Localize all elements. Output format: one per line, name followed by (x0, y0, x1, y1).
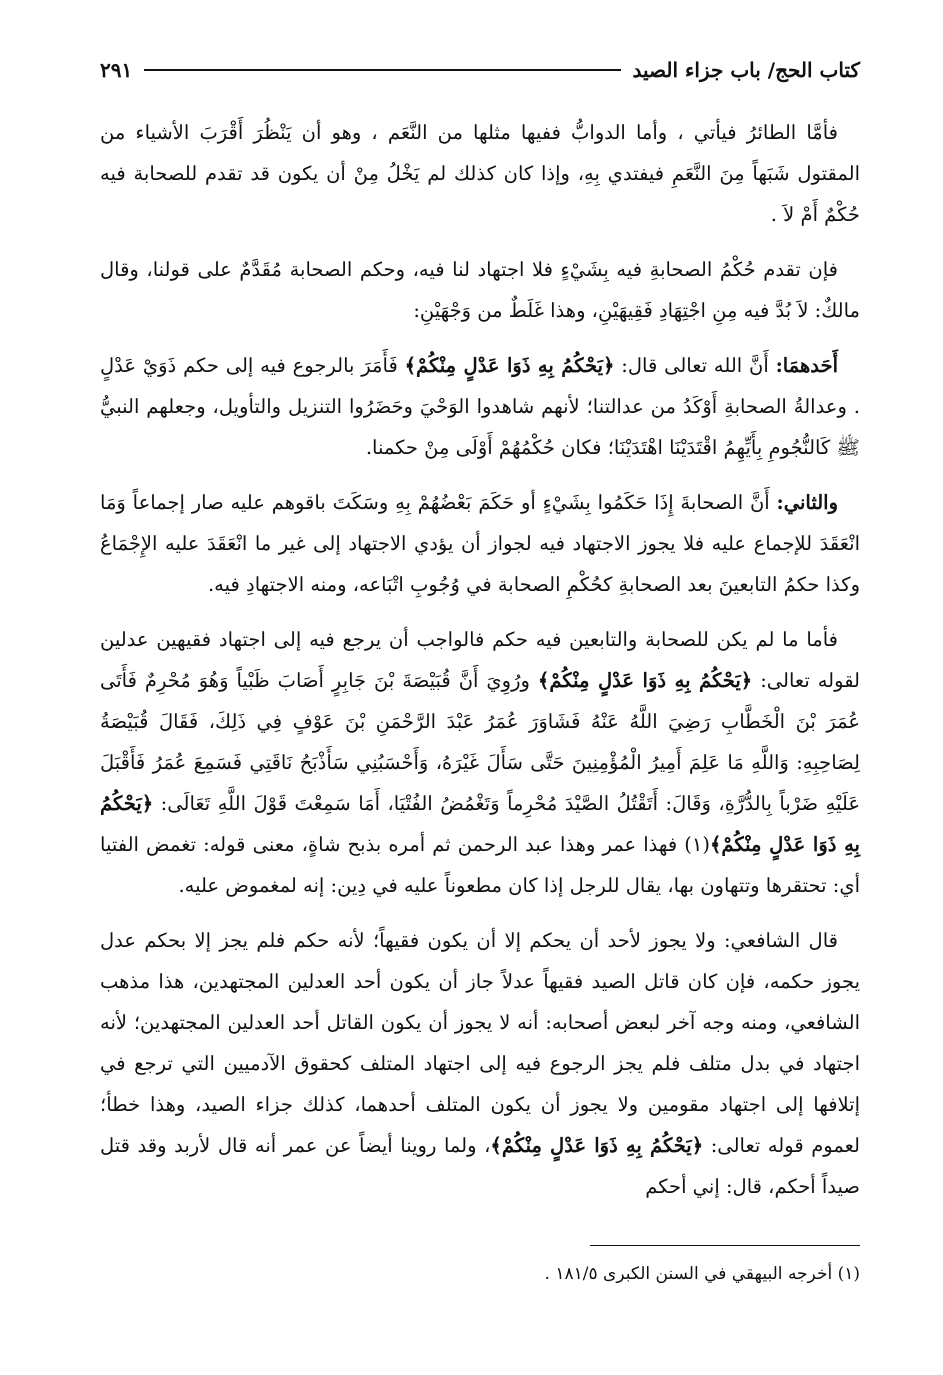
paragraph-3 (100, 345, 860, 468)
quran-quote: ﴿يَحْكُمُ بِهِ ذَوَا عَدْلٍ مِنْكُمْ﴾ (537, 669, 753, 692)
paragraph-text: أَنَّ الله تعالى قال: (614, 354, 769, 377)
quran-quote: ﴿يَحْكُمُ بِهِ ذَوَا عَدْلٍ مِنْكُمْ﴾ (100, 792, 860, 856)
paragraph-4 (100, 482, 860, 605)
chapter-title: كتاب الحج/ باب جزاء الصيد (632, 58, 860, 82)
paragraph-lead: أَحَدهمَا: (775, 354, 838, 377)
footnote-text: (١) أخرجه البيهقي في السنن الكبرى ١٨١/٥ . (544, 1264, 860, 1284)
paragraph-5 (100, 619, 860, 906)
paragraph-2 (100, 249, 860, 331)
paragraph-text: أَنَّ الصحابةَ إِذَا حَكَمُوا بِشَيْءٍ أو حَكَمَ بَعْضُهُمْ بِهِ وسَكَتَ باقوهم عليه صار إجماعاً وَمَا انْعَقَدَ للإجماع عليه فلا يجوز الاجتهاد فيه لجواز أن يؤدي الاجتهاد إلى غير ما انْعَقَدَ عليه الإِجْمَاعُ وكذا حكمُ التابعينَ بعد الصحابةِ كحُكْمِ الصحابة في وُجُوبِ اتْبَاعه، ومنه الاجتهادِ فيه. (100, 491, 860, 596)
main-text (100, 112, 860, 1207)
paragraph-text: فأما ما لم يكن للصحابة والتابعين فيه حكم فالواجب أن يرجع فيه إلى اجتهاد فقيهين عدلين لقوله تعالى: (100, 628, 860, 692)
quran-quote: ﴿يَحْكُمُ بِهِ ذَوَا عَدْلٍ مِنْكُمْ﴾ (490, 1134, 704, 1157)
paragraph-text: فَأَمَرَ بالرجوع فيه إلى حكم ذَوَيْ عَدْلٍ . وعدالةُ الصحابةِ أَوْكَدُ من عدالتنا؛ لأنهم شاهدوا الوَحْيَ وحَضَرُوا التنزيل والتأويل، وجعلهم النبيُّ ﷺ كَالنُّجُومِ بِأَيِّهِمُ اقْتَدَيْنَا اهْتَدَيْنَا؛ فكان حُكْمُهُمْ أَوْلَى مِنْ حكمنا. (100, 354, 860, 459)
quran-quote: ﴿يَحْكُمُ بِهِ ذَوَا عَدْلٍ مِنْكُمْ﴾ (404, 354, 615, 377)
running-header (100, 50, 860, 90)
page-number: ٢٩١ (100, 58, 133, 82)
paragraph-text: فأمَّا الطائرُ فيأتي ، وأما الدوابُّ ففيها مثلها من النَّعَم ، وهو أن يَنْظُرَ أَقْرَبَ الأشياء من المقتول شَبَهاً مِنَ النَّعَمِ فيفتدي بِهِ، وإذا كان كذلك لم يَخْلُ مِنْ أن يكون قد تقدم للصحابة فيه حُكْمٌ أَمْ لاَ . (100, 121, 860, 226)
paragraph-text: ، ولما روينا أيضاً عن عمر أنه قال لأربد وقد قتل صيداً أحكم، قال: إني أحكم (100, 1134, 860, 1198)
header-rule (144, 69, 620, 71)
paragraph-6 (100, 920, 860, 1207)
paragraph-text: (١) فهذا عمر وهذا عبد الرحمن ثم أمره بذبح شاةٍ، معنى قوله: تغمض الفتيا أي: تحتقرها وتتهاون بها، يقال للرجل إذا كان مطعوناً عليه في دِين: إنه لمغموض عليه. (100, 833, 860, 897)
page (100, 50, 860, 1221)
paragraph-text: قال الشافعي: ولا يجوز لأحد أن يحكم إلا أن يكون فقيهاً؛ لأنه حكم فلم يجز إلا بحكم عدل يجوز حكمه، فإن كان قاتل الصيد فقيهاً عدلاً جاز أن يكون أحد العدلين المجتهدين، هذا مذهب الشافعي، ومنه وجه آخر لبعض أصحابه: أنه لا يجوز أن يكون القاتل أحد العدلين المجتهدين؛ لأنه اجتهاد في بدل متلف فلم يجز الرجوع فيه إلى اجتهاد المتلف كحقوق الآدميين التي ترجع في إتلافها إلى اجتهاد مقومين ولا يجوز أن يكون المتلف أحدهما، كذلك جزاء الصيد، وهذا خطأ؛ لعموم قوله تعالى: (100, 929, 860, 1157)
paragraph-1 (100, 112, 860, 235)
paragraph-text: فإن تقدم حُكْمُ الصحابةِ فيه بِشَيْءٍ فلا اجتهاد لنا فيه، وحكم الصحابة مُقَدَّمٌ على قولنا، وقال مالكٌ: لاَ بُدَّ فيه مِنِ اجْتِهَادِ فَقِيهَيْنِ، وهذا غَلَطٌ من وَجْهَيْنِ: (100, 258, 860, 322)
paragraph-lead: والثاني: (776, 491, 838, 514)
footnote (100, 1260, 860, 1288)
footnote-separator (590, 1245, 860, 1246)
paragraph-text: ورُوِيَ أَنَّ قُبَيْصَةَ بْنَ جَابِرٍ أَصَابَ ظَبْياً وَهُوَ مُحْرِمٌ فَأَتَى عُمَرَ بْنَ الْخَطَّابِ رَضِيَ اللَّهُ عَنْهُ فَشَاوَرَ عُمَرُ عَبْدَ الرَّحْمَنِ بْنَ عَوْفٍ فِي ذَلِكَ، فَقَالَ قُبَيْصَةُ لِصَاحِبِهِ: وَاللَّهِ مَا عَلِمَ أَمِيرُ الْمُؤْمِنِينَ حَتَّى سَأَلَ غَيْرَهُ، وَأَحْسَبُنِي سَأَذْبَحُ نَاقَتِي فَسَمِعَ عُمَرُ فَأَقْبَلَ عَلَيْهِ ضَرْباً بِالدُّرَّةِ، وَقَالَ: أَتَقْتُلُ الصَّيْدَ مُحْرِماً وَتَغْمُضُ الفُتْيَا، أَمَا سَمِعْتَ قَوْلَ اللَّهِ تَعَالَى: (100, 669, 860, 815)
